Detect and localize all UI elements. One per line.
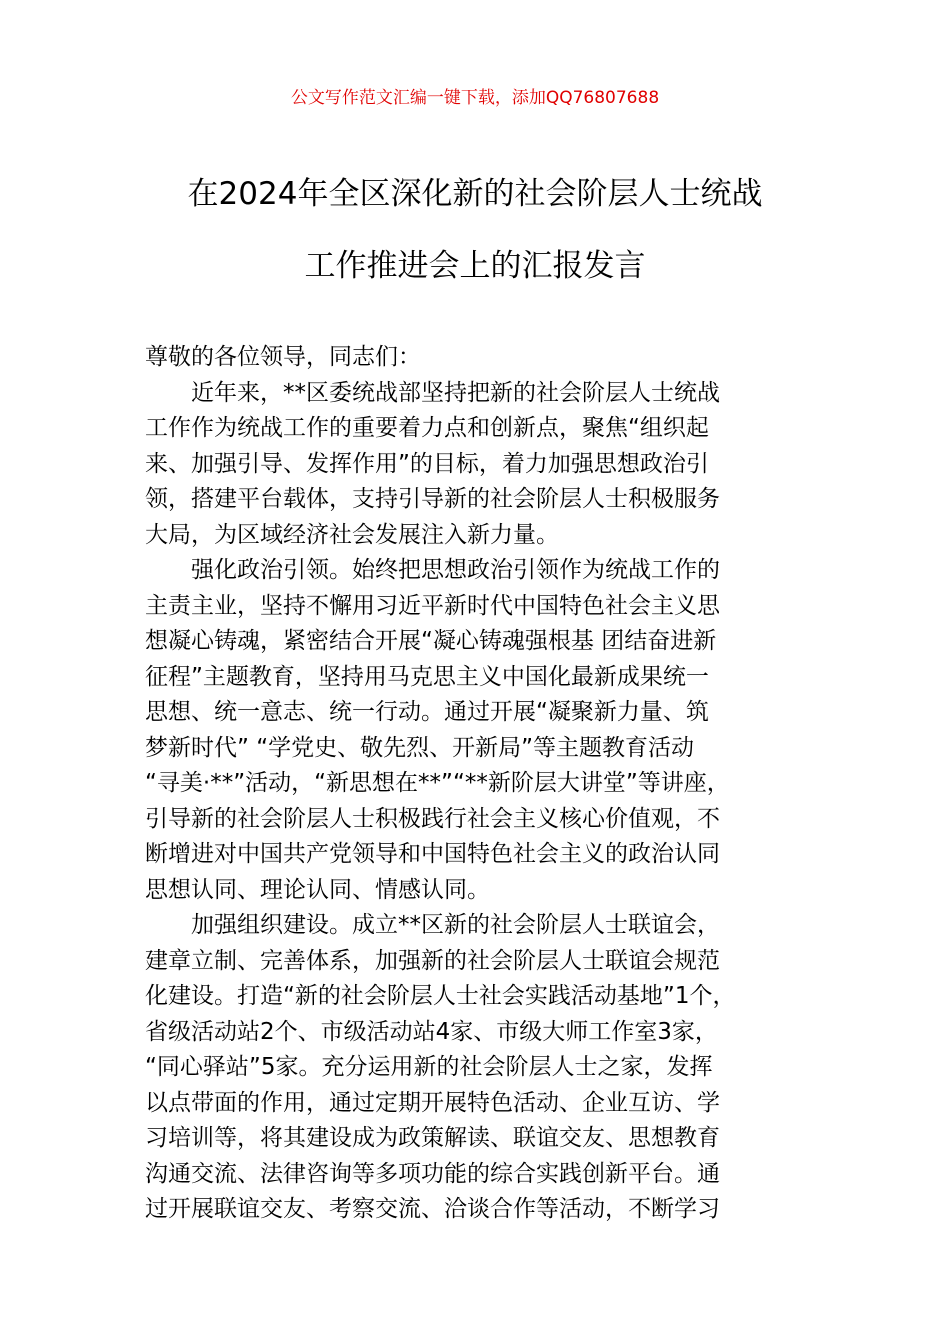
- paragraph-organization-building: [145, 908, 805, 1228]
- text-line: 过开展联谊交友、考察交流、洽谈合作等活动，不断学习: [145, 1196, 720, 1222]
- paragraph-intro: [145, 376, 805, 554]
- text-line: 断增进对中国共产党领导和中国特色社会主义的政治认同: [145, 841, 720, 867]
- text-line: 加强组织建设。成立**区新的社会阶层人士联谊会，: [191, 912, 720, 938]
- text-line: 化建设。打造“新的社会阶层人士社会实践活动基地”1个，: [145, 983, 736, 1009]
- text-line: 以点带面的作用，通过定期开展特色活动、企业互访、学: [145, 1089, 720, 1116]
- text-line: 思想、统一意志、统一行动。通过开展“凝聚新力量、筑: [145, 699, 709, 725]
- title-line: 在2024年全区深化新的社会阶层人士统战: [187, 176, 763, 212]
- text-line: “同心驿站”5家。充分运用新的社会阶层人士之家，发挥: [145, 1054, 713, 1080]
- text-line: 来、加强引导、发挥作用”的目标，着力加强思想政治引: [145, 450, 709, 477]
- header-banner: 公文写作范文汇编一键下载，添加QQ76807688: [290, 88, 660, 108]
- text-line: 引导新的社会阶层人士积极践行社会主义核心价值观，不: [145, 805, 720, 832]
- text-line: 强化政治引领。始终把思想政治引领作为统战工作的: [191, 557, 720, 583]
- text-line: 领，搭建平台载体，支持引导新的社会阶层人士积极服务: [145, 486, 720, 512]
- text-line: 想凝心铸魂，紧密结合开展“凝心铸魂强根基 团结奋进新: [145, 628, 717, 654]
- title-line: 工作推进会上的汇报发言: [304, 248, 646, 284]
- text-line: 习培训等，将其建设成为政策解读、联谊交友、思想教育: [145, 1125, 720, 1151]
- text-line: 梦新时代” “学党史、敬先烈、开新局”等主题教育活动: [145, 734, 695, 761]
- text-line: 沟通交流、法律咨询等多项功能的综合实践创新平台。通: [145, 1160, 720, 1187]
- text-line: 建章立制、完善体系，加强新的社会阶层人士联谊会规范: [145, 947, 720, 974]
- text-line: “寻美·**”活动，“新思想在**”“**新阶层大讲堂”等讲座，: [145, 770, 730, 796]
- text-line: 主责主业，坚持不懈用习近平新时代中国特色社会主义思: [145, 592, 720, 619]
- document-body: [145, 340, 805, 1228]
- salutation: 尊敬的各位领导，同志们：: [145, 344, 421, 370]
- text-line: 征程”主题教育，坚持用马克思主义中国化最新成果统一: [145, 663, 709, 690]
- text-line: 思想认同、理论认同、情感认同。: [145, 876, 490, 903]
- document-title: [110, 158, 840, 302]
- text-line: 省级活动站2个、市级活动站4家、市级大师工作室3家，: [145, 1018, 718, 1045]
- text-line: 近年来，**区委统战部坚持把新的社会阶层人士统战: [191, 379, 720, 406]
- text-line: 工作作为统战工作的重要着力点和创新点，聚焦“组织起: [145, 415, 709, 441]
- paragraph-political-guidance: [145, 553, 805, 908]
- text-line: 大局，为区域经济社会发展注入新力量。: [145, 521, 559, 548]
